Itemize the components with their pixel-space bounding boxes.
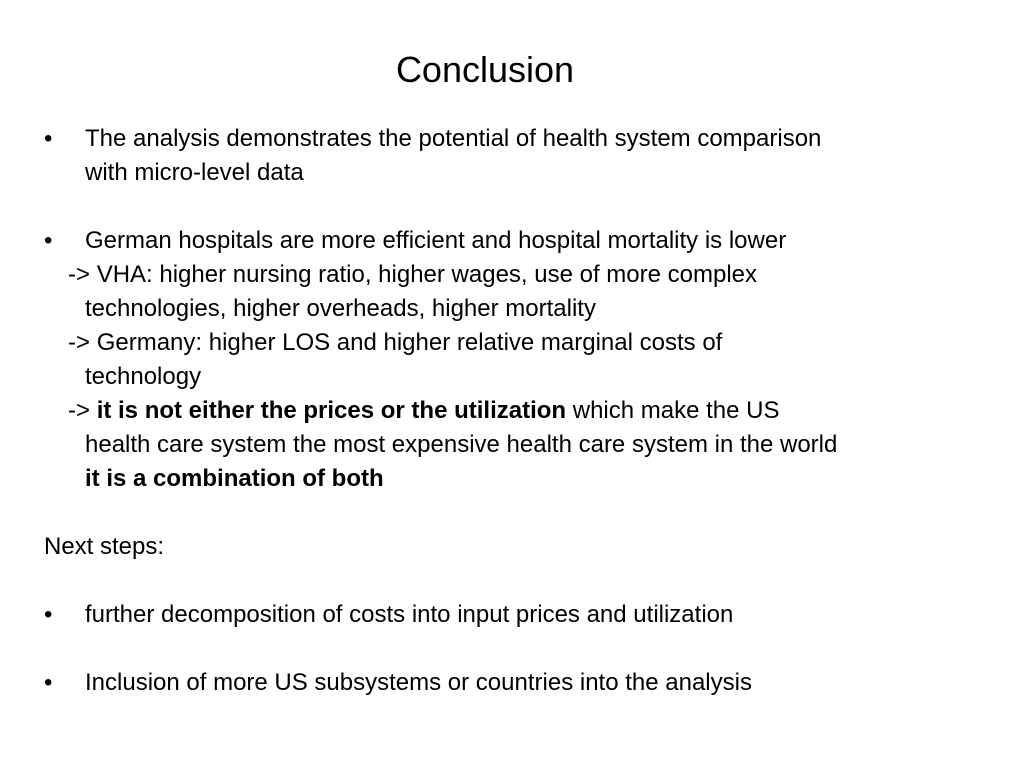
- sub-point-3-bold-conclusion: it is a combination of both: [85, 465, 384, 492]
- bullet-1-line-1: [44, 122, 1004, 156]
- next-step-1-text: further decomposition of costs into input prices and utilization: [85, 601, 734, 628]
- bullet-1-line-2: [44, 156, 1004, 190]
- sub-point-2-text-line-2: technology: [85, 363, 202, 390]
- bullet-icon: •: [44, 669, 53, 696]
- sub-point-3-line-1: [44, 394, 1004, 428]
- spacer: [44, 190, 1004, 224]
- sub-point-1-line-1: [44, 258, 1004, 292]
- bullet-icon: •: [44, 227, 53, 254]
- spacer: [44, 564, 1004, 598]
- next-step-bullet-1: [44, 598, 1004, 632]
- next-steps-heading: Next steps:: [44, 533, 165, 560]
- bullet-2-lead-text: German hospitals are more efficient and hospital mortality is lower: [85, 227, 787, 254]
- bullet-icon: •: [44, 125, 53, 152]
- sub-point-2-line-2: [44, 360, 1004, 394]
- sub-point-2-line-1: [44, 326, 1004, 360]
- bullet-1-text-line-2: with micro-level data: [85, 159, 304, 186]
- arrow-icon: ->: [68, 397, 91, 424]
- sub-point-3-line-2: [44, 428, 1004, 462]
- sub-point-1-text-line-2: technologies, higher overheads, higher mortality: [85, 295, 596, 322]
- arrow-icon: ->: [68, 261, 91, 288]
- sub-point-1-text-line-1: VHA: higher nursing ratio, higher wages, use of more complex: [96, 261, 758, 288]
- bullet-2-line-1: [44, 224, 1004, 258]
- spacer: [44, 496, 1004, 530]
- sub-point-1-line-2: [44, 292, 1004, 326]
- spacer: [44, 632, 1004, 666]
- sub-point-3-rest-text: which make the US: [566, 397, 780, 424]
- sub-point-3-bold-text: it is not either the prices or the utilization: [96, 397, 567, 424]
- slide-content: [44, 122, 1004, 700]
- next-step-2-text: Inclusion of more US subsystems or countries into the analysis: [85, 669, 752, 696]
- slide-title: Conclusion: [395, 49, 575, 90]
- bullet-icon: •: [44, 601, 53, 628]
- arrow-icon: ->: [68, 329, 91, 356]
- sub-point-3-text-line-2: health care system the most expensive health care system in the world: [85, 431, 838, 458]
- bullet-1-text-line-1: The analysis demonstrates the potential of health system comparison: [85, 125, 822, 152]
- next-steps-heading-line: [44, 530, 1004, 564]
- sub-point-2-text-line-1: Germany: higher LOS and higher relative marginal costs of: [96, 329, 723, 356]
- sub-point-3-line-3: [44, 462, 1004, 496]
- next-step-bullet-2: [44, 666, 1004, 700]
